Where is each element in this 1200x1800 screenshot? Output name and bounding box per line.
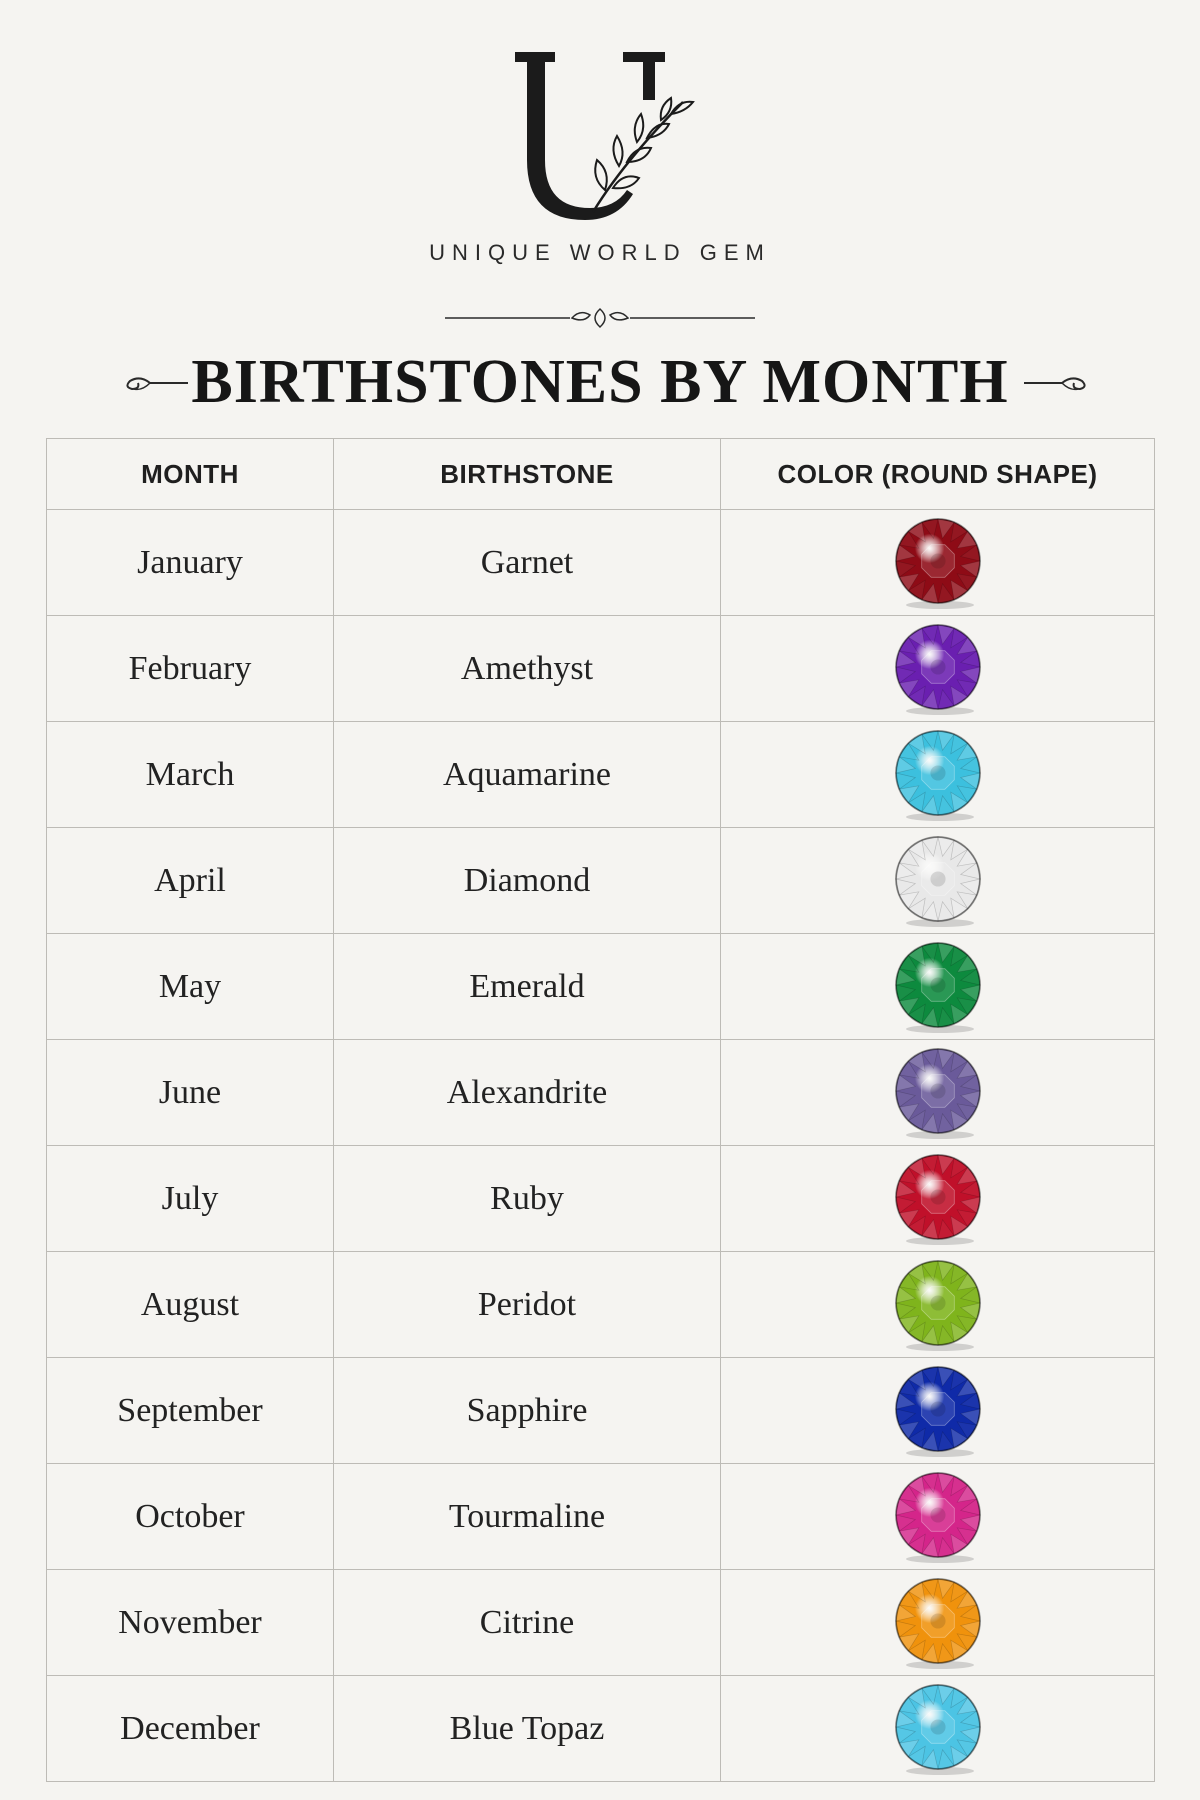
table-row (47, 722, 1155, 828)
round-gem-icon (890, 1681, 986, 1777)
birthstone-cell: Sapphire (334, 1358, 721, 1464)
table-row (47, 1146, 1155, 1252)
monogram-leaf-logo-icon (505, 40, 705, 230)
birthstone-table (46, 438, 1155, 1782)
month-cell: November (47, 1570, 334, 1676)
round-gem-icon (890, 1257, 986, 1353)
round-gem-icon (890, 1151, 986, 1247)
gem-color-cell (721, 1570, 1155, 1676)
round-gem-icon (890, 1469, 986, 1565)
round-gem-icon (890, 1045, 986, 1141)
birthstone-cell: Emerald (334, 934, 721, 1040)
column-header-color: COLOR (ROUND SHAPE) (721, 439, 1155, 510)
month-cell: September (47, 1358, 334, 1464)
month-cell: July (47, 1146, 334, 1252)
gem-color-cell (721, 510, 1155, 616)
table-row (47, 1676, 1155, 1782)
month-cell: April (47, 828, 334, 934)
birthstone-cell: Amethyst (334, 616, 721, 722)
gem-color-cell (721, 1676, 1155, 1782)
table-header-row (47, 439, 1155, 510)
round-gem-icon (890, 621, 986, 717)
table-row (47, 1570, 1155, 1676)
table-row (47, 510, 1155, 616)
birthstone-cell: Aquamarine (334, 722, 721, 828)
table-row (47, 1252, 1155, 1358)
month-cell: August (47, 1252, 334, 1358)
round-gem-icon (890, 939, 986, 1035)
gem-color-cell (721, 1146, 1155, 1252)
birthstone-cell: Peridot (334, 1252, 721, 1358)
table-row (47, 1358, 1155, 1464)
gem-color-cell (721, 934, 1155, 1040)
round-gem-icon (890, 1575, 986, 1671)
flourish-right-icon (1022, 369, 1092, 399)
round-gem-icon (890, 727, 986, 823)
table-row (47, 616, 1155, 722)
round-gem-icon (890, 1363, 986, 1459)
birthstone-cell: Diamond (334, 828, 721, 934)
month-cell: February (47, 616, 334, 722)
table-row (47, 934, 1155, 1040)
column-header-birthstone: BIRTHSTONE (334, 439, 721, 510)
gem-color-cell (721, 722, 1155, 828)
gem-color-cell (721, 1358, 1155, 1464)
birthstone-cell: Alexandrite (334, 1040, 721, 1146)
column-header-month: MONTH (47, 439, 334, 510)
month-cell: June (47, 1040, 334, 1146)
month-cell: March (47, 722, 334, 828)
gem-color-cell (721, 1040, 1155, 1146)
title-row (0, 345, 1200, 425)
birthstone-cell: Tourmaline (334, 1464, 721, 1570)
gem-color-cell (721, 828, 1155, 934)
ornamental-divider-icon (440, 303, 760, 333)
table-row (47, 1040, 1155, 1146)
gem-color-cell (721, 1464, 1155, 1570)
month-cell: December (47, 1676, 334, 1782)
gem-color-cell (721, 616, 1155, 722)
birthstone-cell: Garnet (334, 510, 721, 616)
gem-color-cell (721, 1252, 1155, 1358)
round-gem-icon (890, 515, 986, 611)
month-cell: January (47, 510, 334, 616)
birthstone-cell: Citrine (334, 1570, 721, 1676)
table-row (47, 1464, 1155, 1570)
brand-name: UNIQUE WORLD GEM (429, 240, 771, 265)
month-cell: October (47, 1464, 334, 1570)
round-gem-icon (890, 833, 986, 929)
birthstone-cell: Blue Topaz (334, 1676, 721, 1782)
page-title: BIRTHSTONES BY MONTH (191, 348, 1009, 416)
table-row (47, 828, 1155, 934)
brand-logo (0, 30, 1200, 230)
birthstone-cell: Ruby (334, 1146, 721, 1252)
month-cell: May (47, 934, 334, 1040)
